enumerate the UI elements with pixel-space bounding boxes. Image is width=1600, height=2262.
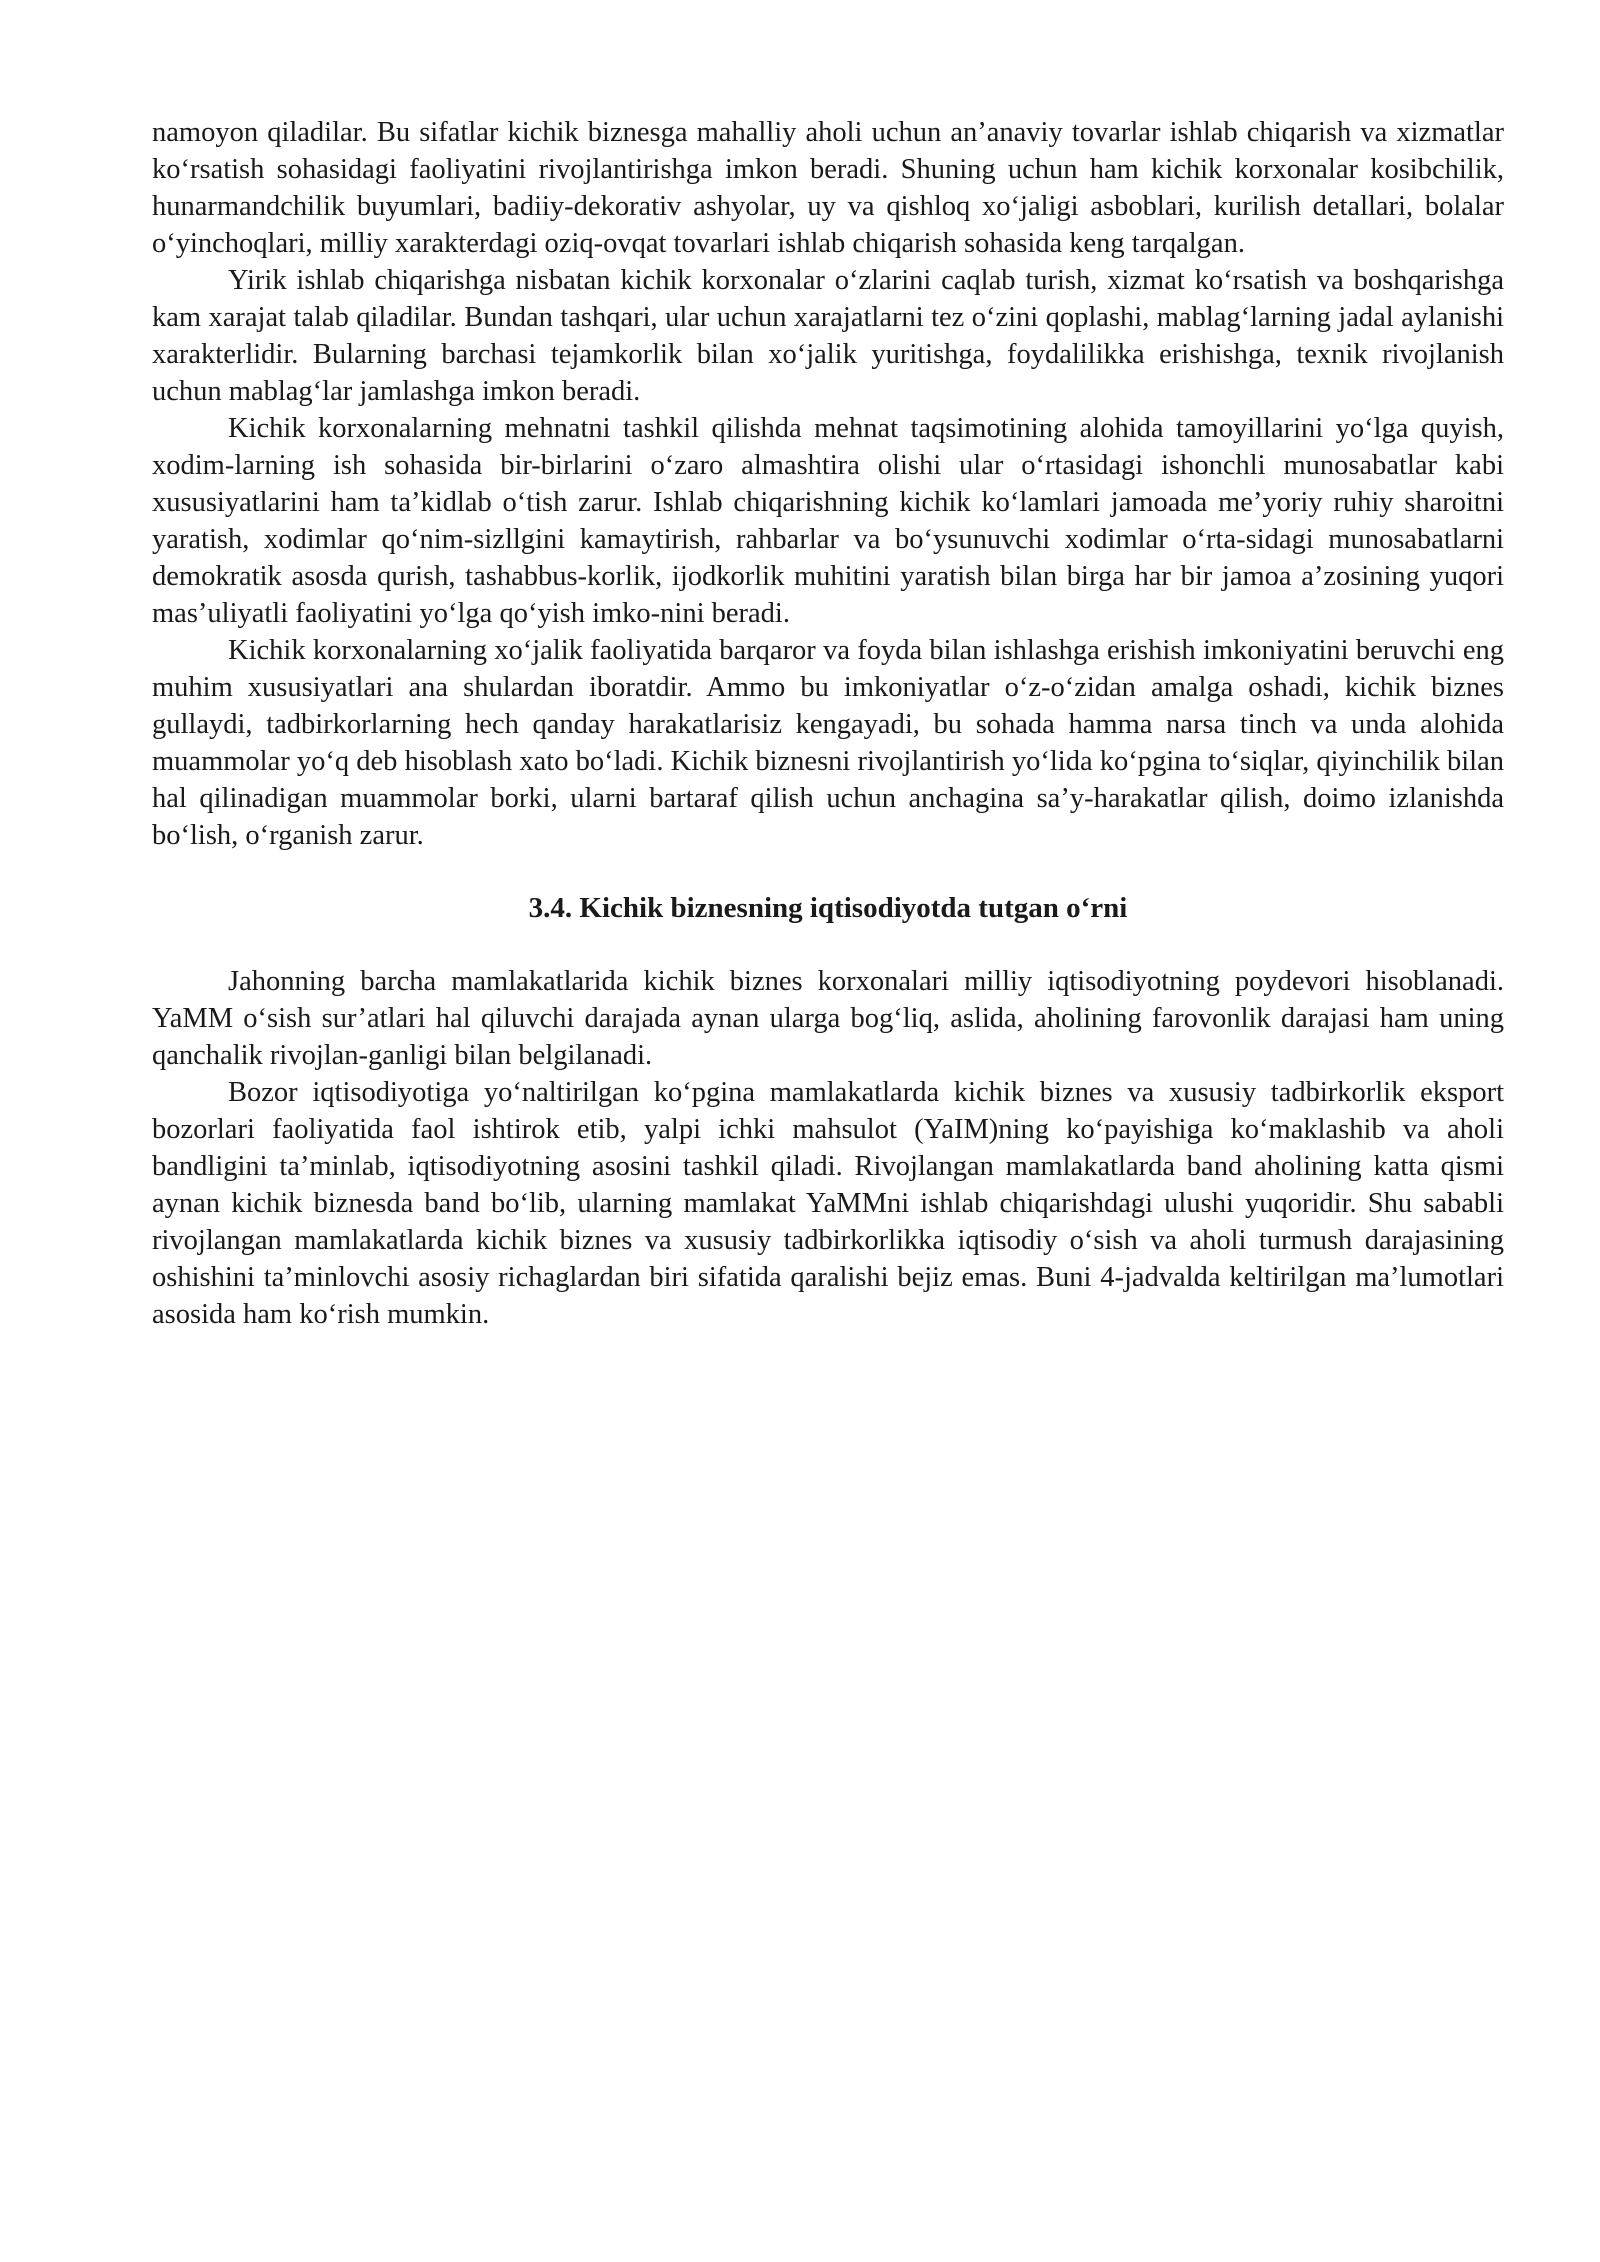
paragraph-continuation: namoyon qiladilar. Bu sifatlar kichik biznesga mahalliy aholi uchun an’anaviy tovarlar ishlab chiqarish va xizmatlar ko‘rsatish sohasidagi faoliyatini rivojlantirishga imkon beradi. Shuning uchun ham kichik korxonalar kosibchilik, hunarmandchilik buyumlari, badiiy-dekorativ ashyolar, uy va qishloq xo‘jaligi asboblari, kurilish detallari, bolalar o‘yinchoqlari, milliy xarakterdagi oziq-ovqat tovarlari ishlab chiqarish sohasida keng tarqalgan. xyxy=(152,117,1504,259)
section-heading: 3.4. Kichik biznesning iqtisodiyotda tutgan o‘rni xyxy=(528,892,1128,924)
paragraph: Bozor iqtisodiyotiga yo‘naltirilgan ko‘pgina mamlakatlarda kichik biznes va xususiy tadbirkorlik eksport bozorlari faoliyatida faol ishtirok etib, yalpi ichki mahsulot (YaIM)ning ko‘payishiga ko‘maklashib va aholi bandligini ta’minlab, iqtisodiyotning asosini tashkil qiladi. Rivojlangan mamlakatlarda band aholining katta qismi aynan kichik biznesda band bo‘lib, ularning mamlakat YaMMni ishlab chiqarishdagi ulushi yuqoridir. Shu sababli rivojlangan mamlakatlarda kichik biznes va xususiy tadbirkorlikka iqtisodiy o‘sish va aholi turmush darajasining oshishini ta’minlovchi asosiy richaglardan biri sifatida qaralishi bejiz emas. Buni 4-jadvalda keltirilgan ma’lumotlari asosida ham ko‘rish mumkin. xyxy=(152,1077,1504,1330)
paragraph: Kichik korxonalarning xo‘jalik faoliyatida barqaror va foyda bilan ishlashga erishish imkoniyatini beruvchi eng muhim xususiyatlari ana shulardan iboratdir. Ammo bu imkoniyatlar o‘z-o‘zidan amalga oshadi, kichik biznes gullaydi, tadbirkorlarning hech qanday harakatlarisiz kengayadi, bu sohada hamma narsa tinch va unda alohida muammolar yo‘q deb hisoblash xato bo‘ladi. Kichik biznesni rivojlantirish yo‘lida ko‘pgina to‘siqlar, qiyinchilik bilan hal qilinadigan muammolar borki, ularni bartaraf qilish uchun anchagina sa’y-harakatlar qilish, doimo izlanishda bo‘lish, o‘rganish zarur. xyxy=(152,635,1504,851)
document-body xyxy=(152,114,1504,1333)
paragraph: Jahonning barcha mamlakatlarida kichik biznes korxonalari milliy iqtisodiyotning poydevori hisoblanadi. YaMM o‘sish sur’atlari hal qiluvchi darajada aynan ularga bog‘liq, aslida, aholining farovonlik darajasi ham uning qanchalik rivojlan-ganligi bilan belgilanadi. xyxy=(152,966,1504,1071)
paragraph: Yirik ishlab chiqarishga nisbatan kichik korxonalar o‘zlarini caqlab turish, xizmat ko‘rsatish va boshqarishga kam xarajat talab qiladilar. Bundan tashqari, ular uchun xarajatlarni tez o‘zini qoplashi, mablag‘larning jadal aylanishi xarakterlidir. Bularning barchasi tejamkorlik bilan xo‘jalik yuritishga, foydalilikka erishishga, texnik rivojlanish uchun mablag‘lar jamlashga imkon beradi. xyxy=(152,265,1504,407)
paragraph: Kichik korxonalarning mehnatni tashkil qilishda mehnat taqsimotining alohida tamoyillarini yo‘lga quyish, xodim-larning ish sohasida bir-birlarini o‘zaro almashtira olishi ular o‘rtasidagi ishonchli munosabatlar kabi xususiyatlarini ham ta’kidlab o‘tish zarur. Ishlab chiqarishning kichik ko‘lamlari jamoada me’yoriy ruhiy sharoitni yaratish, xodimlar qo‘nim-sizllgini kamaytirish, rahbarlar va bo‘ysunuvchi xodimlar o‘rta-sidagi munosabatlarni demokratik asosda qurish, tashabbus-korlik, ijodkorlik muhitini yaratish bilan birga har bir jamoa a’zosining yuqori mas’uliyatli faoliyatini yo‘lga qo‘yish imko-nini beradi. xyxy=(152,413,1504,629)
